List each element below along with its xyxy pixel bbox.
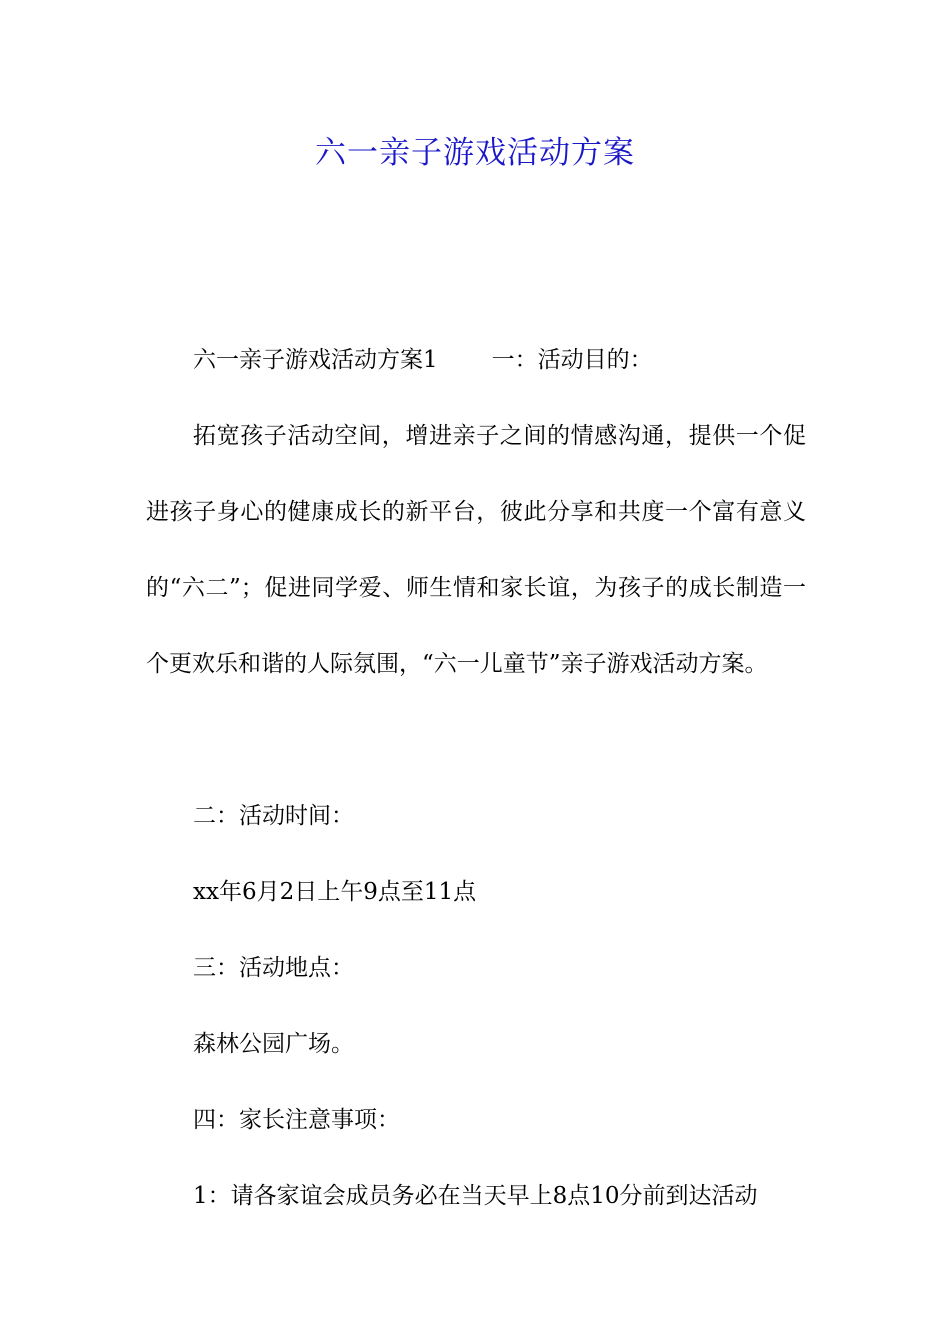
section3-body: 森林公园广场。 <box>193 1031 354 1057</box>
intro-paragraph <box>146 322 806 398</box>
section4-item-1: 1：请各家谊会成员务必在当天早上8点10分前到达活动 <box>193 1183 758 1209</box>
section2-body: xx年6月2日上午9点至11点 <box>193 879 477 905</box>
intro-heading: 六一亲子游戏活动方案1 <box>193 347 438 373</box>
section1-heading: 一：活动目的： <box>491 347 653 373</box>
section2-heading: 二：活动时间： <box>193 803 354 829</box>
section1-body: 拓宽孩子活动空间，增进亲子之间的情感沟通，提供一个促进孩子身心的健康成长的新平台，彼此分享和共度一个富有意义的“六二”；促进同学爱、师生情和家长谊，为孩子的成长制造一个更欢乐和谐的人际氛围，“六一儿童节”亲子游戏活动方案。 <box>146 423 806 677</box>
section4-heading: 四：家长注意事项： <box>193 1107 400 1133</box>
document-title: 六一亲子游戏活动方案 <box>315 135 635 171</box>
section3-heading: 三：活动地点： <box>193 955 354 981</box>
